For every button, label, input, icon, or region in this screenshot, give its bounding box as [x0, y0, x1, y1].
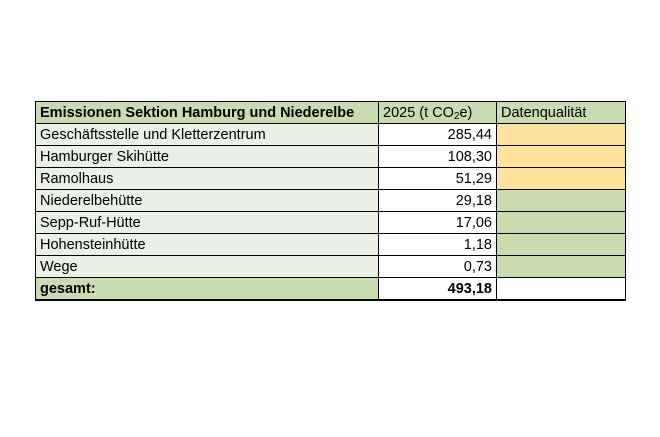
- row-quality: [497, 212, 626, 234]
- row-name: Wege: [36, 256, 379, 278]
- row-name: Hohensteinhütte: [36, 234, 379, 256]
- row-quality: [497, 146, 626, 168]
- total-quality: [497, 278, 626, 301]
- header-year-suffix: e): [459, 105, 473, 121]
- header-year-prefix: 2025 (t CO: [383, 105, 454, 121]
- row-value: 51,29: [379, 168, 497, 190]
- emissions-table: [35, 101, 626, 301]
- row-value: 29,18: [379, 190, 497, 212]
- row-quality: [497, 256, 626, 278]
- table-row: [36, 256, 626, 278]
- row-quality: [497, 190, 626, 212]
- row-value: 285,44: [379, 124, 497, 146]
- row-value: 17,06: [379, 212, 497, 234]
- row-value: 0,73: [379, 256, 497, 278]
- row-name: Sepp-Ruf-Hütte: [36, 212, 379, 234]
- total-value: 493,18: [379, 278, 497, 301]
- table-row: [36, 234, 626, 256]
- row-quality: [497, 124, 626, 146]
- table-row: [36, 190, 626, 212]
- table-row: [36, 146, 626, 168]
- row-value: 1,18: [379, 234, 497, 256]
- row-quality: [497, 234, 626, 256]
- header-title: Emissionen Sektion Hamburg und Niederelbe: [36, 102, 379, 124]
- row-value: 108,30: [379, 146, 497, 168]
- row-name: Ramolhaus: [36, 168, 379, 190]
- total-label: gesamt:: [36, 278, 379, 301]
- row-name: Niederelbehütte: [36, 190, 379, 212]
- header-row: [36, 102, 626, 124]
- row-name: Hamburger Skihütte: [36, 146, 379, 168]
- row-name: Geschäftsstelle und Kletterzentrum: [36, 124, 379, 146]
- table-row: [36, 124, 626, 146]
- header-year-subscript: 2: [453, 111, 460, 122]
- header-year: [379, 102, 497, 124]
- total-row: [36, 278, 626, 301]
- table-row: [36, 212, 626, 234]
- row-quality: [497, 168, 626, 190]
- header-quality: Datenqualität: [497, 102, 626, 124]
- table-row: [36, 168, 626, 190]
